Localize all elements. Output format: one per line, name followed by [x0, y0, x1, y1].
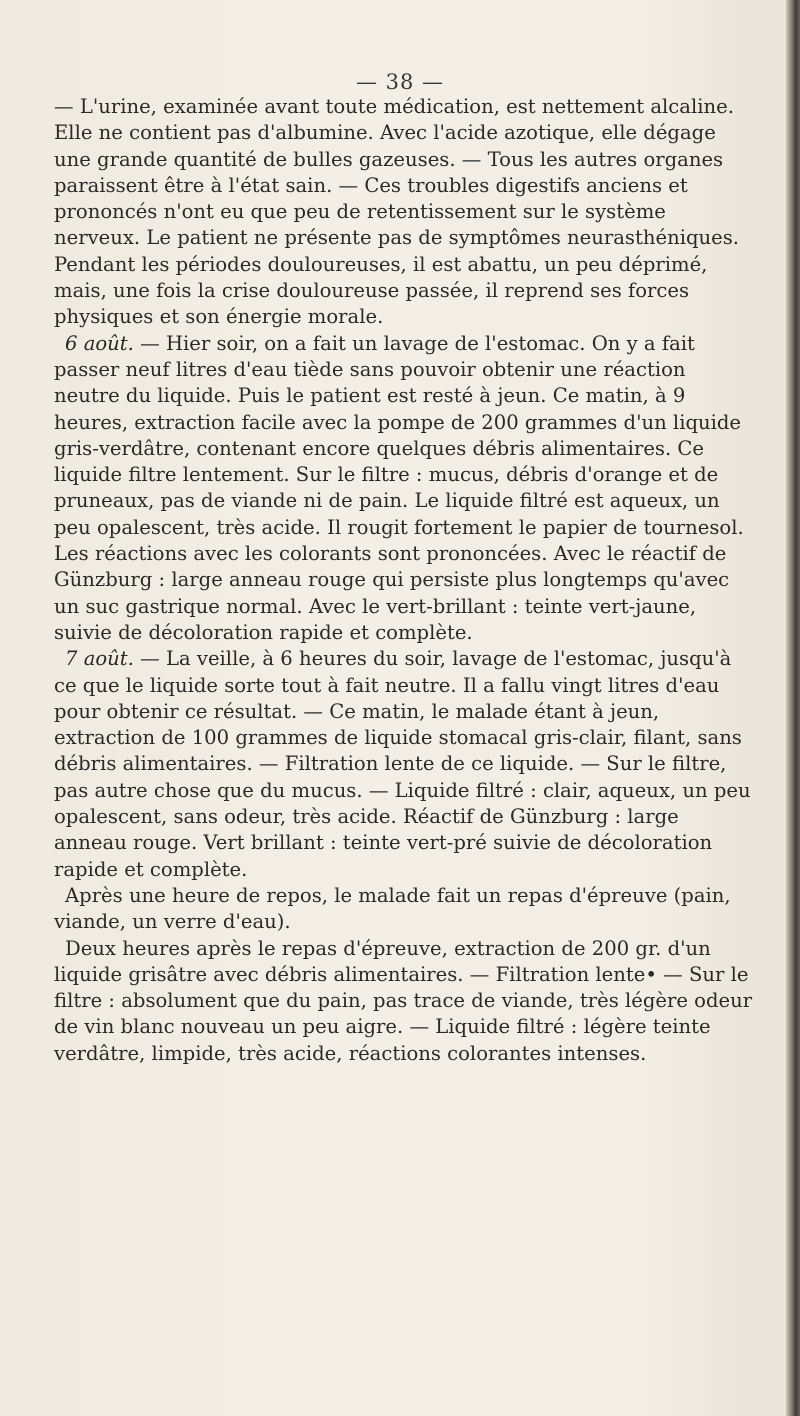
paragraph-text: — L'urine, examinée avant toute médication, est nettement alcaline. Elle ne contient pas d'albumine. Avec l'acide azotique, elle dégage une grande quantité de bulles gazeuses. — Tous les autres organes paraissent être à l'état sain. — Ces troubles digestifs anciens et prononcés n'ont eu que peu de retentissement sur le système nerveux. Le patient ne présente pas de symptômes neurasthéniques. Pendant les périodes douloureuses, il est abattu, un peu déprimé, mais, une fois la crise douloureuse passée, il reprend ses forces physiques et son énergie morale. — [54, 95, 740, 329]
paragraph-text: — Hier soir, on a fait un lavage de l'estomac. On y a fait passer neuf litres d'eau tiède sans pouvoir obtenir une réaction neutre du liquide. Puis le patient est resté à jeun. Ce matin, à 9 heures, extraction facile avec la pompe de 200 grammes d'un liquide gris-verdâtre, contenant encore quelques débris alimentaires. Ce liquide filtre lentement. Sur le filtre : mucus, débris d'orange et de pruneaux, pas de viande ni de pain. Le liquide filtré est aqueux, un peu opalescent, très acide. Il rougit fortement le papier de tournesol. Les réactions avec les colorants sont prononcées. Avec le réactif de Günzburg : large anneau rouge qui persiste plus longtemps qu'avec un suc gastrique normal. Avec le vert-brillant : teinte vert-jaune, suivie de décoloration rapide et complète. — [54, 331, 744, 644]
book-binding-edge — [786, 0, 800, 1416]
body-text — [54, 94, 756, 1067]
paragraph-text: Après une heure de repos, le malade fait un repas d'épreuve (pain, viande, un verre d'eau). — [54, 883, 731, 934]
paragraph-6-aout — [54, 331, 756, 647]
paragraph-text: — La veille, à 6 heures du soir, lavage de l'estomac, jusqu'à ce que le liquide sorte tout à fait neutre. Il a fallu vingt litres d'eau pour obtenir ce résultat. — Ce matin, le malade étant à jeun, extraction de 100 grammes de liquide stomacal gris-clair, filant, sans débris alimentaires. — Filtration lente de ce liquide. — Sur le filtre, pas autre chose que du mucus. — Liquide filtré : clair, aqueux, un peu opalescent, sans odeur, très acide. Réactif de Günzburg : large anneau rouge. Vert brillant : teinte vert-pré suivie de décoloration rapide et complète. — [54, 647, 751, 881]
paragraph-urine — [54, 94, 756, 331]
entry-date: 6 août. — [65, 331, 134, 355]
page-number: — 38 — — [355, 70, 445, 94]
paragraph-text: Deux heures après le repas d'épreuve, extraction de 200 gr. d'un liquide grisâtre avec débris alimentaires. — Filtration lente• — Sur le filtre : absolument que du pain, pas trace de viande, très légère odeur de vin blanc nouveau un peu aigre. — Liquide filtré : légère teinte verdâtre, limpide, très acide, réactions colorantes intenses. — [54, 936, 753, 1065]
entry-date: 7 août. — [65, 647, 134, 671]
paragraph-deux-heures — [54, 936, 756, 1067]
paragraph-repas — [54, 883, 756, 936]
paragraph-7-aout — [54, 646, 756, 883]
